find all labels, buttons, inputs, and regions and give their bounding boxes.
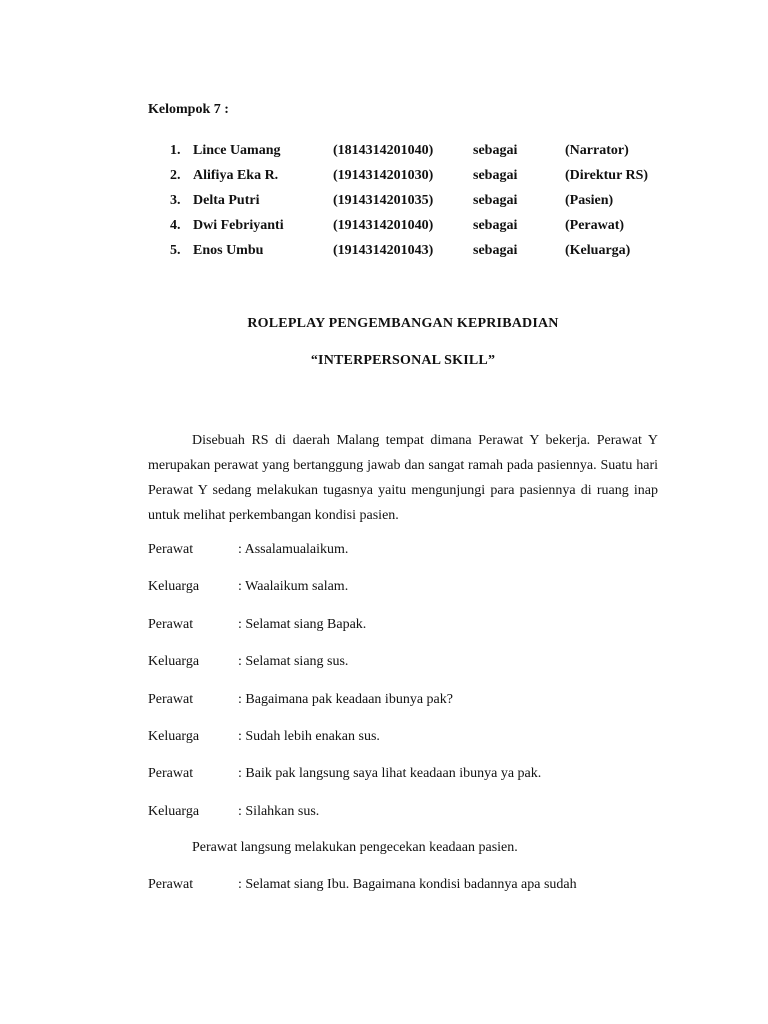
dialogue-line (148, 613, 668, 650)
dialogue-speaker: Perawat (148, 616, 194, 632)
dialogue-line (148, 650, 668, 687)
member-row (148, 238, 668, 263)
member-name: Enos Umbu (193, 243, 264, 258)
member-as: sebagai (473, 143, 518, 158)
member-role: (Narrator) (565, 143, 629, 158)
member-row (148, 163, 668, 188)
member-role: (Direktur RS) (565, 168, 649, 183)
member-row (148, 188, 668, 213)
member-row (148, 138, 668, 163)
member-role: (Keluarga) (565, 243, 631, 258)
dialogue-line (148, 800, 668, 837)
member-number: 5. (170, 243, 181, 258)
intro-paragraph: Disebuah RS di daerah Malang tempat dimana Perawat Y bekerja. Perawat Y merupakan perawat yang bertanggung jawab dan sangat ramah pada pasiennya. Suatu hari Perawat Y sedang melakukan tugasnya yaitu mengunjungi para pasiennya di ruang inap untuk melihat perkembangan kondisi pasien. (148, 433, 658, 523)
dialogue-speech: : Assalamualaikum. (238, 542, 349, 557)
member-role: (Perawat) (565, 218, 625, 233)
member-name: Dwi Febriyanti (193, 218, 284, 233)
member-row (148, 213, 668, 238)
dialogue-speech: : Selamat siang Ibu. Bagaimana kondisi badannya apa sudah (238, 877, 577, 892)
dialogue-line (148, 762, 668, 799)
member-nim: (1914314201043) (333, 243, 434, 258)
dialogue-speech: : Sudah lebih enakan sus. (238, 728, 380, 744)
dialogue-speech: : Selamat siang Bapak. (238, 616, 367, 632)
dialogue-line (148, 688, 668, 725)
document-subtitle: “INTERPERSONAL SKILL” (310, 353, 496, 368)
member-number: 4. (170, 218, 181, 233)
member-as: sebagai (473, 243, 518, 258)
dialogue-block (148, 538, 668, 837)
dialogue-speaker: Perawat (148, 766, 194, 782)
dialogue-speaker: Perawat (148, 877, 194, 892)
dialogue-speech: : Bagaimana pak keadaan ibunya pak? (238, 691, 453, 707)
dialogue-line (148, 873, 668, 910)
dialogue-speaker: Keluarga (148, 803, 200, 819)
member-name: Delta Putri (193, 193, 260, 208)
group-label: Kelompok 7 : (148, 102, 229, 117)
dialogue-speaker: Keluarga (148, 654, 200, 670)
dialogue-speaker: Perawat (148, 542, 194, 557)
dialogue-speech: : Baik pak langsung saya lihat keadaan ibunya ya pak. (238, 766, 542, 782)
dialogue-line (148, 538, 668, 575)
member-as: sebagai (473, 193, 518, 208)
dialogue-speaker: Perawat (148, 691, 194, 707)
dialogue-speaker: Keluarga (148, 579, 200, 595)
narration-line: Perawat langsung melakukan pengecekan keadaan pasien. (192, 840, 518, 855)
member-number: 2. (170, 168, 181, 183)
dialogue-speech: : Silahkan sus. (238, 803, 320, 819)
member-nim: (1814314201040) (333, 143, 434, 158)
document-title: ROLEPLAY PENGEMBANGAN KEPRIBADIAN (247, 316, 559, 331)
member-as: sebagai (473, 168, 518, 183)
member-name: Lince Uamang (193, 143, 281, 158)
member-nim: (1914314201035) (333, 193, 434, 208)
member-as: sebagai (473, 218, 518, 233)
member-role: (Pasien) (565, 193, 614, 208)
dialogue-speaker: Keluarga (148, 728, 200, 744)
member-nim: (1914314201040) (333, 218, 434, 233)
dialogue-line (148, 725, 668, 762)
member-number: 3. (170, 193, 181, 208)
dialogue-line (148, 575, 668, 612)
dialogue-speech: : Selamat siang sus. (238, 654, 349, 670)
member-number: 1. (170, 143, 181, 158)
dialogue-block-continued (148, 873, 668, 910)
member-nim: (1914314201030) (333, 168, 434, 183)
member-name: Alifiya Eka R. (193, 168, 279, 183)
dialogue-speech: : Waalaikum salam. (238, 579, 349, 595)
member-list (148, 138, 668, 263)
